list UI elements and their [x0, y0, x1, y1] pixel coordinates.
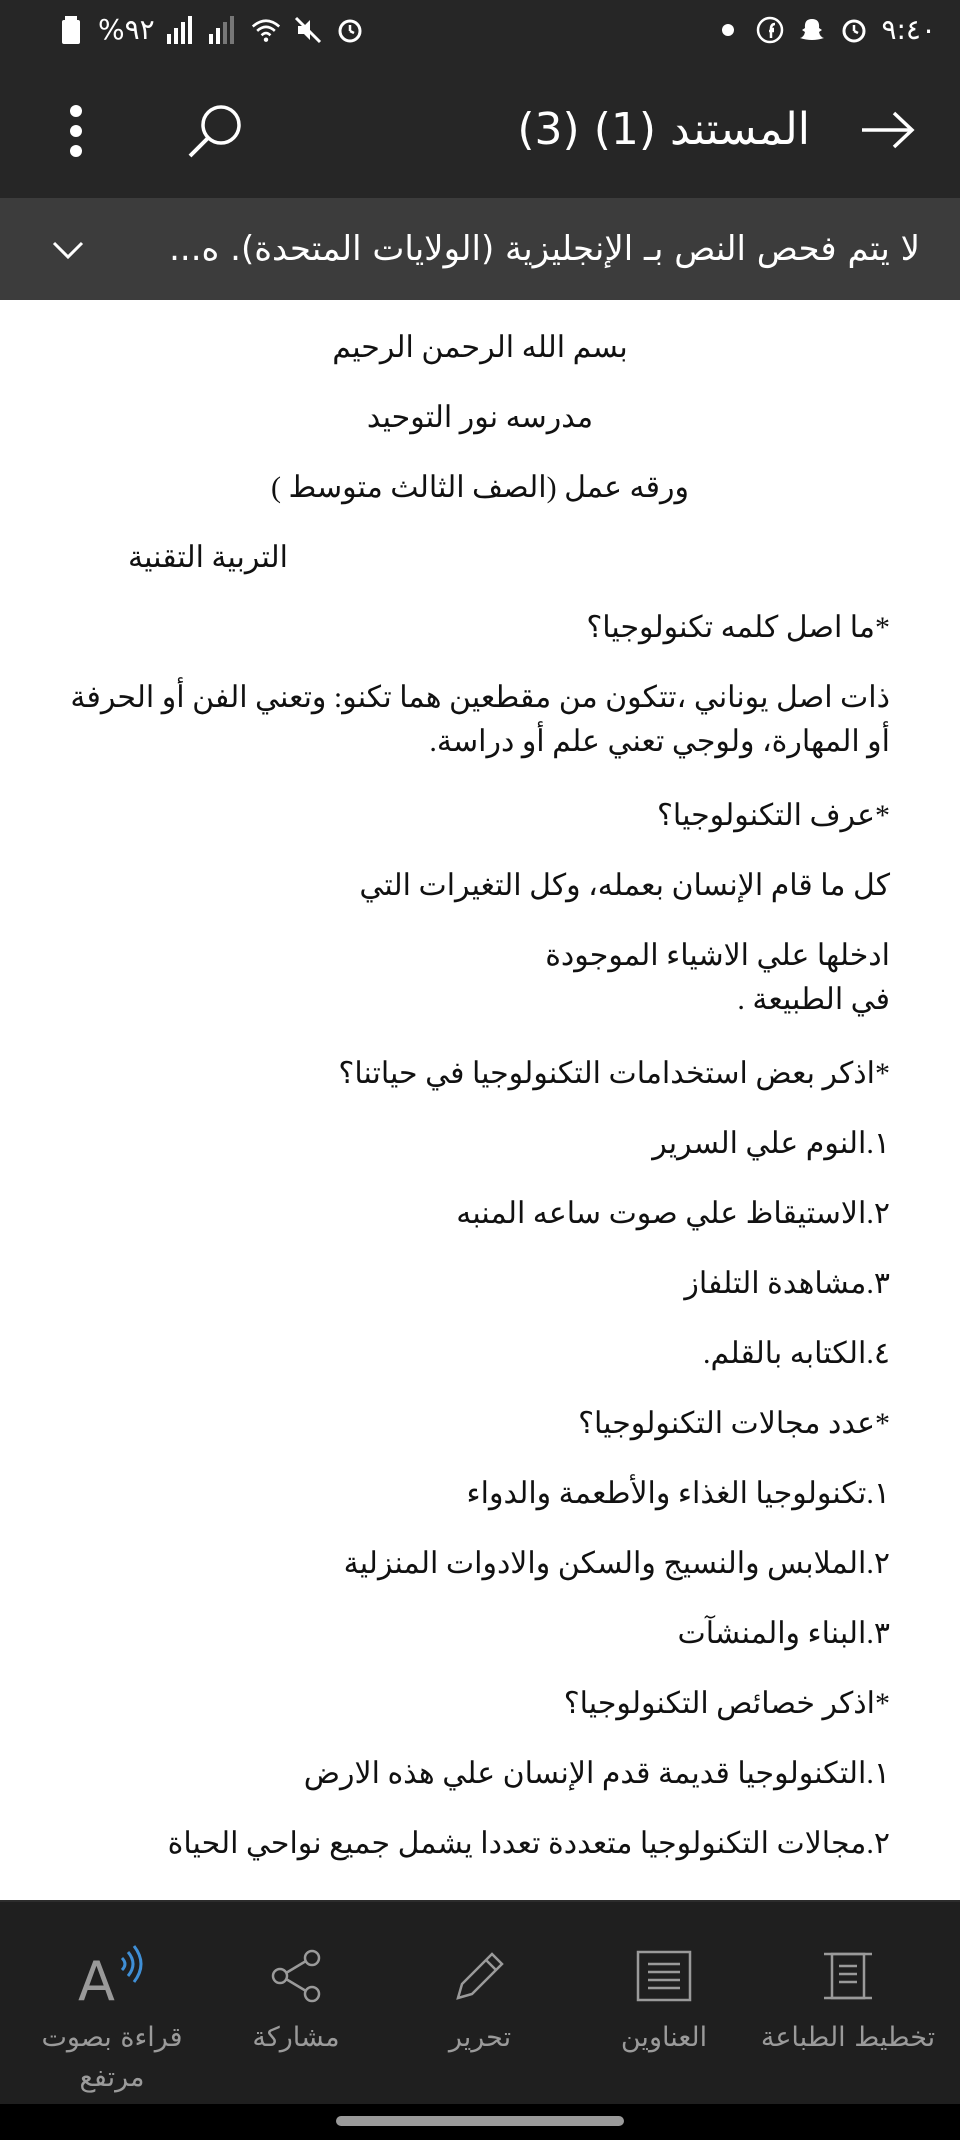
expand-notice-button[interactable]: [46, 228, 90, 272]
headings-icon: [574, 1942, 754, 2010]
proofing-notice-banner[interactable]: [0, 198, 960, 300]
navigation-gesture-bar: [0, 2104, 960, 2140]
document-body[interactable]: [0, 300, 960, 1900]
snapchat-icon: [797, 14, 827, 46]
bottom-toolbar: [0, 1900, 960, 2106]
headings-button[interactable]: [574, 1942, 754, 2058]
app-bar: [0, 62, 960, 198]
facebook-icon: [755, 14, 785, 46]
doc-paragraph-line: ادخلها علي الاشياء الموجودة: [545, 939, 890, 972]
arrow-right-icon: [860, 110, 916, 150]
doc-list-item: ٣.مشاهدة التلفاز: [684, 1267, 890, 1300]
proofing-notice-text: لا يتم فحص النص بـ الإنجليزية (الولايات المتحدة). ه...: [169, 229, 920, 269]
doc-list-item: ٢.الاستيقاظ علي صوت ساعه المنبه: [456, 1197, 890, 1230]
doc-question: *عدد مجالات التكنولوجيا؟: [578, 1407, 890, 1440]
doc-paragraph-line: أو المهارة، ولوجي تعني علم أو دراسة.: [429, 725, 890, 758]
doc-line-school: مدرسه نور التوحيد: [366, 401, 594, 434]
search-button[interactable]: [180, 96, 250, 166]
lte-signal-icon: [167, 14, 197, 46]
more-vertical-icon: [69, 104, 83, 158]
pencil-icon: [390, 1942, 570, 2010]
doc-list-item: ٤.الكتابه بالقلم.: [703, 1337, 890, 1370]
document-title: المستند (1) (3): [517, 104, 810, 155]
battery-level: %٩٢: [98, 13, 155, 46]
doc-list-item: ٢.الملابس والنسيج والسكن والادوات المنزلية: [343, 1547, 890, 1580]
print-layout-button[interactable]: [758, 1942, 938, 2058]
doc-list-item: ١.النوم علي السرير: [652, 1127, 890, 1160]
read-aloud-icon: [22, 1942, 202, 2010]
doc-paragraph-line: ذات اصل يوناني ،تتكون من مقطعين هما تكنو: وتعني الفن أو الحرفة: [70, 681, 890, 714]
doc-paragraph-line: كل ما قام الإنسان بعمله، وكل التغيرات التي: [359, 869, 890, 902]
doc-question: *ما اصل كلمه تكنولوجيا؟: [586, 611, 890, 644]
mute-icon: [293, 14, 323, 46]
doc-line-basmala: بسم الله الرحمن الرحيم: [332, 331, 628, 364]
dot-icon: [713, 14, 743, 46]
edit-button[interactable]: [390, 1942, 570, 2058]
share-label: مشاركة: [252, 2022, 340, 2053]
status-bar-left: [56, 12, 365, 48]
chevron-down-icon: [52, 240, 84, 260]
print-layout-icon: [758, 1942, 938, 2010]
wifi-icon: [251, 14, 281, 46]
edit-label: تحرير: [448, 2022, 512, 2053]
svg-text:A: A: [78, 1950, 115, 2008]
share-button[interactable]: [206, 1942, 386, 2058]
read-aloud-label-line2: مرتفع: [79, 2062, 145, 2093]
doc-list-item: ١.تكنولوجيا الغذاء والأطعمة والدواء: [466, 1477, 890, 1510]
home-indicator[interactable]: [336, 2116, 624, 2126]
doc-question: *اذكر بعض استخدامات التكنولوجيا في حياتنا؟: [338, 1057, 890, 1090]
alarm-clock-icon: [839, 14, 869, 46]
doc-line-subject: التربية التقنية: [128, 541, 288, 574]
doc-paragraph-line: في الطبيعة .: [737, 983, 890, 1016]
print-layout-label: تخطيط الطباعة: [760, 2022, 936, 2053]
read-aloud-button[interactable]: [22, 1942, 202, 2098]
doc-list-item: ٢.مجالات التكنولوجيا متعددة تعددا يشمل جميع نواحي الحياة: [167, 1827, 890, 1860]
clock: ٩:٤٠: [881, 13, 936, 46]
doc-list-item: ٣.البناء والمنشآت: [677, 1617, 890, 1650]
back-button[interactable]: [856, 98, 920, 162]
share-icon: [206, 1942, 386, 2010]
status-bar: [0, 0, 960, 62]
doc-question: *اذكر خصائص التكنولوجيا؟: [563, 1687, 890, 1720]
doc-question: *عرف التكنولوجيا؟: [657, 799, 890, 832]
headings-label: العناوين: [620, 2022, 708, 2053]
search-icon: [185, 101, 245, 161]
status-bar-right: [713, 12, 936, 48]
alarm-icon: [335, 14, 365, 46]
signal-icon: [209, 14, 239, 46]
more-options-button[interactable]: [56, 96, 96, 166]
doc-line-worksheet: ورقه عمل (الصف الثالث متوسط ): [271, 471, 689, 504]
read-aloud-label: قراءة بصوت: [41, 2022, 183, 2053]
doc-list-item: ١.التكنولوجيا قديمة قدم الإنسان علي هذه الارض: [303, 1757, 890, 1790]
battery-icon: [56, 14, 86, 46]
